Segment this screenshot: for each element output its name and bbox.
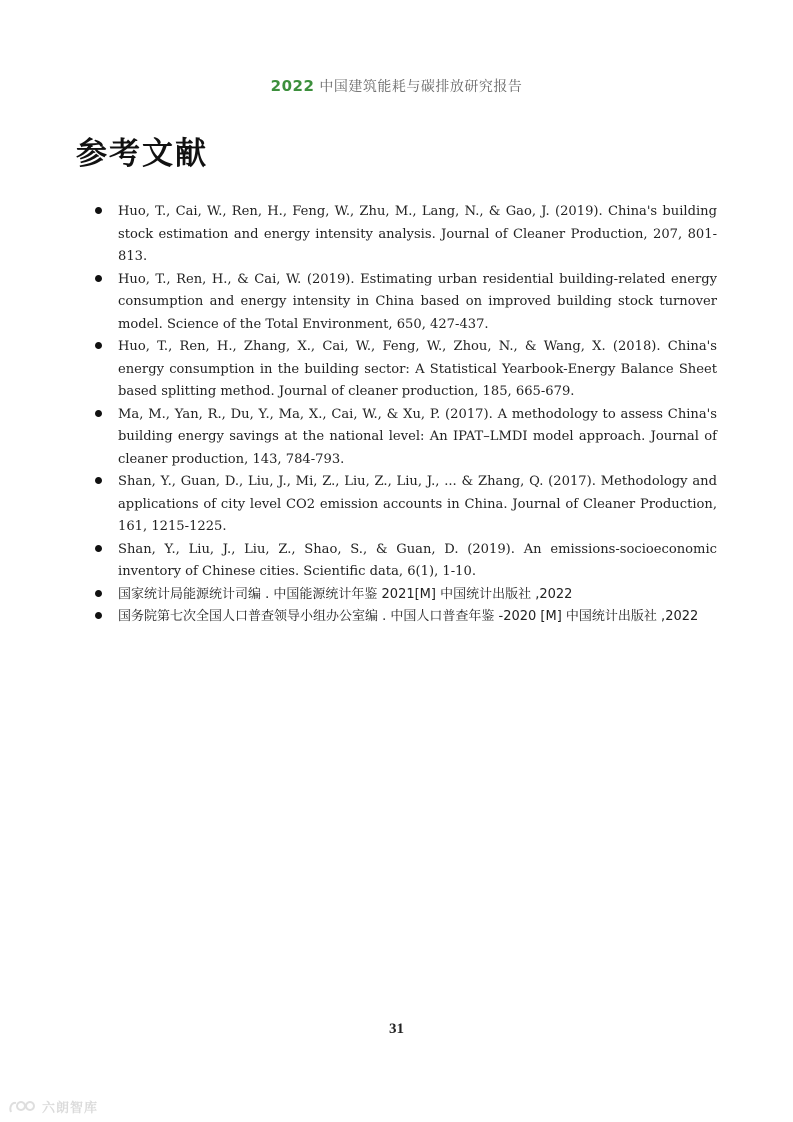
reference-item bbox=[94, 336, 717, 404]
reference-list bbox=[94, 201, 717, 629]
reference-item bbox=[94, 404, 717, 472]
reference-text: Ma, M., Yan, R., Du, Y., Ma, X., Cai, W., & Xu, P. (2017). A methodology to assess China's building energy savings at the national level: An IPAT–LMDI model approach. Journal of cleaner production, 143, 784-793. bbox=[118, 406, 717, 467]
reference-text: Huo, T., Cai, W., Ren, H., Feng, W., Zhu, M., Lang, N., & Gao, J. (2019). China's building stock estimation and energy intensity analysis. Journal of Cleaner Production, 207, 801-813. bbox=[118, 204, 717, 264]
bullet-icon bbox=[95, 342, 102, 349]
reference-item bbox=[94, 539, 717, 584]
reference-text: 国务院第七次全国人口普查领导小组办公室编 . 中国人口普查年鉴 -2020 [M] 中国统计出版社 ,2022 bbox=[118, 609, 699, 624]
reference-text: Shan, Y., Guan, D., Liu, J., Mi, Z., Liu, Z., Liu, J., ... & Zhang, Q. (2017). Methodology and applications of city level CO2 emission accounts in China. Journal of Cleaner Production, 161, 1215-1225. bbox=[118, 474, 717, 534]
reference-text: Huo, T., Ren, H., Zhang, X., Cai, W., Feng, W., Zhou, N., & Wang, X. (2018). China's energy consumption in the building sector: A Statistical Yearbook-Energy Balance Sheet based splitting method. Journal of cleaner production, 185, 665-679. bbox=[118, 339, 717, 399]
reference-text: 国家统计局能源统计司编 . 中国能源统计年鉴 2021[M] 中国统计出版社 ,2022 bbox=[118, 586, 573, 602]
header-year: 2022 bbox=[270, 77, 315, 95]
watermark-text: 六朗智库 bbox=[42, 1101, 99, 1116]
bullet-icon bbox=[95, 545, 102, 552]
running-header bbox=[0, 76, 793, 96]
reference-item bbox=[94, 269, 717, 337]
bullet-icon bbox=[95, 477, 102, 484]
page-number: 31 bbox=[389, 1021, 404, 1037]
reference-item bbox=[94, 201, 717, 269]
bullet-icon bbox=[95, 612, 102, 619]
reference-text: Huo, T., Ren, H., & Cai, W. (2019). Estimating urban residential building-related energy consumption and energy intensity in China based on improved building stock turnover model. Science of the Total Environment, 650, 427-437. bbox=[118, 271, 717, 332]
bullet-icon bbox=[95, 410, 102, 417]
bullet-icon bbox=[95, 590, 102, 597]
bullet-icon bbox=[95, 275, 102, 282]
reference-item bbox=[94, 584, 717, 607]
reference-text: Shan, Y., Liu, J., Liu, Z., Shao, S., & Guan, D. (2019). An emissions-socioeconomic inventory of Chinese cities. Scientific data, 6(1), 1-10. bbox=[118, 541, 717, 579]
watermark bbox=[8, 1097, 98, 1116]
watermark-logo-icon bbox=[8, 1098, 38, 1116]
bullet-icon bbox=[95, 207, 102, 214]
header-title: 中国建筑能耗与碳排放研究报告 bbox=[319, 79, 523, 95]
reference-item bbox=[94, 471, 717, 539]
section-title: 参考文献 bbox=[76, 136, 208, 172]
reference-item bbox=[94, 606, 717, 629]
